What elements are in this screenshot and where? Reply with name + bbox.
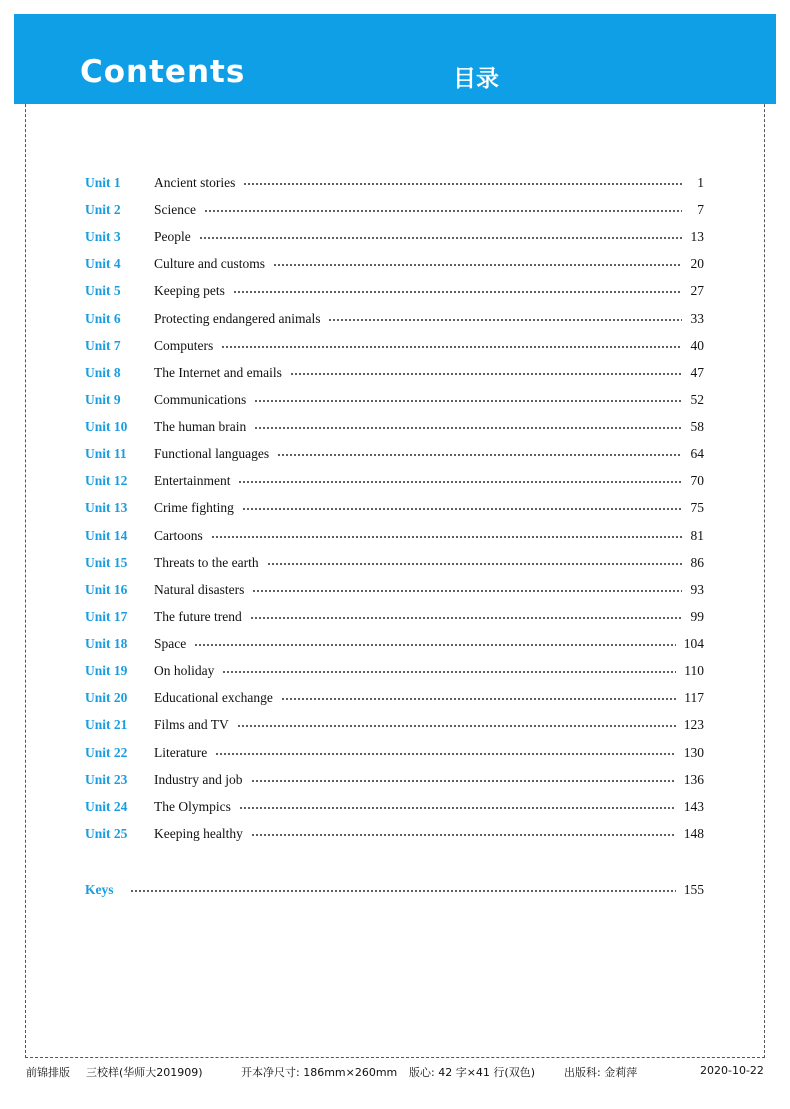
toc-entry[interactable]: [85, 200, 704, 220]
unit-topic: Keeping pets: [154, 283, 225, 299]
unit-topic: Ancient stories: [154, 175, 236, 190]
toc-entry[interactable]: [85, 607, 704, 627]
page-number: 99: [690, 608, 704, 624]
unit-label: Unit 8: [85, 364, 121, 380]
dot-leader: [250, 613, 682, 623]
keys-page: 155: [683, 882, 704, 897]
dot-leader: [238, 477, 682, 487]
toc-entry[interactable]: [85, 471, 704, 491]
unit-topic: Protecting endangered animals: [154, 310, 321, 326]
toc-entry[interactable]: [85, 797, 704, 817]
page-number: 7: [697, 202, 704, 218]
toc-entry[interactable]: [85, 770, 704, 790]
unit-topic: The Internet and emails: [154, 364, 282, 380]
dot-leader: [251, 776, 676, 786]
page-number: 86: [690, 554, 704, 570]
dot-leader: [254, 396, 682, 406]
unit-label: Unit 23: [85, 771, 128, 787]
page-number: 1: [697, 175, 704, 190]
footer-proof: 三校样(华师大201909): [86, 1066, 203, 1079]
unit-topic: Computers: [154, 337, 214, 353]
dot-leader: [237, 721, 676, 731]
toc-entry[interactable]: [85, 661, 704, 681]
unit-topic: Cartoons: [154, 527, 203, 543]
toc-entry[interactable]: [85, 173, 704, 193]
unit-topic: Communications: [154, 391, 247, 407]
dot-leader: [242, 504, 682, 514]
unit-label: Unit 24: [85, 798, 128, 814]
unit-label: Unit 7: [85, 337, 121, 353]
unit-label: Unit 16: [85, 581, 128, 597]
dot-leader: [204, 206, 682, 216]
page-number: 75: [690, 500, 704, 516]
page-number: 143: [683, 798, 704, 814]
unit-topic: The human brain: [154, 419, 247, 435]
unit-label: Unit 15: [85, 554, 128, 570]
dot-leader: [267, 559, 682, 569]
page-number: 136: [683, 771, 704, 787]
page-number: 130: [683, 744, 704, 760]
dot-leader: [239, 803, 676, 813]
unit-label: Unit 20: [85, 690, 128, 706]
unit-topic: Functional languages: [154, 446, 270, 462]
toc-entry[interactable]: [85, 444, 704, 464]
unit-topic: Culture and customs: [154, 256, 265, 272]
toc-entry[interactable]: [85, 688, 704, 708]
page-number: 123: [683, 717, 704, 733]
toc-entry[interactable]: [85, 553, 704, 573]
unit-label: Unit 22: [85, 744, 128, 760]
unit-topic: Crime fighting: [154, 500, 234, 516]
dot-leader: [328, 315, 682, 325]
unit-topic: Educational exchange: [154, 690, 273, 706]
page-number: 104: [683, 636, 704, 652]
footer-date: 2020-10-22: [700, 1064, 764, 1077]
unit-label: Unit 3: [85, 229, 121, 245]
toc-entry[interactable]: [85, 580, 704, 600]
unit-label: Unit 17: [85, 608, 128, 624]
footer-trim-size: 开本净尺寸: 186mm×260mm: [241, 1066, 398, 1079]
contents-title-cn: 目录: [453, 66, 499, 92]
page-number: 81: [690, 527, 704, 543]
page-number: 148: [683, 825, 704, 841]
footer-publisher: 前锦排版: [26, 1066, 70, 1079]
page-number: 93: [690, 581, 704, 597]
contents-title: Contents: [80, 54, 246, 90]
toc-entry[interactable]: [85, 309, 704, 329]
unit-topic: On holiday: [154, 663, 215, 679]
unit-label: Unit 10: [85, 419, 128, 435]
dot-leader: [254, 423, 682, 433]
dot-leader: [199, 233, 682, 243]
footer-layout: 版心: 42 字×41 行(双色): [409, 1066, 535, 1079]
unit-topic: Threats to the earth: [154, 554, 259, 570]
unit-label: Unit 21: [85, 717, 128, 733]
unit-topic: Natural disasters: [154, 581, 245, 597]
unit-topic: Keeping healthy: [154, 825, 243, 841]
toc-entry[interactable]: [85, 390, 704, 410]
dot-leader: [252, 586, 682, 596]
print-footer: [0, 1064, 790, 1082]
dot-leader: [273, 260, 682, 270]
unit-label: Unit 9: [85, 391, 121, 407]
page-number: 47: [690, 364, 704, 380]
unit-label: Unit 4: [85, 256, 121, 272]
unit-topic: Entertainment: [154, 473, 231, 489]
unit-topic: The Olympics: [154, 798, 231, 814]
toc-entry[interactable]: [85, 634, 704, 654]
toc-entry[interactable]: [85, 498, 704, 518]
unit-label: Unit 25: [85, 825, 128, 841]
unit-label: Unit 2: [85, 202, 121, 218]
keys-label: Keys: [85, 882, 114, 897]
dot-leader: [130, 886, 676, 896]
page-number: 110: [684, 663, 704, 679]
dot-leader: [221, 342, 682, 352]
toc-entry[interactable]: [85, 363, 704, 383]
page-number: 58: [690, 419, 704, 435]
toc-entry[interactable]: [85, 526, 704, 546]
unit-topic: Science: [154, 202, 196, 218]
toc-entry[interactable]: [85, 715, 704, 735]
unit-label: Unit 13: [85, 500, 128, 516]
unit-label: Unit 1: [85, 175, 121, 190]
unit-topic: Space: [154, 636, 187, 652]
footer-department: 出版科: 金莉萍: [564, 1066, 638, 1079]
toc-entry[interactable]: [85, 824, 704, 844]
dot-leader: [211, 532, 682, 542]
page-number: 33: [690, 310, 704, 326]
dot-leader: [215, 749, 676, 759]
page-number: 117: [684, 690, 704, 706]
unit-topic: Films and TV: [154, 717, 229, 733]
dot-leader: [233, 287, 682, 297]
toc-entry[interactable]: [85, 227, 704, 247]
toc-entry[interactable]: [85, 281, 704, 301]
unit-topic: The future trend: [154, 608, 242, 624]
unit-label: Unit 19: [85, 663, 128, 679]
unit-label: Unit 5: [85, 283, 121, 299]
unit-label: Unit 6: [85, 310, 121, 326]
page-number: 64: [690, 446, 704, 462]
page-number: 70: [690, 473, 704, 489]
dot-leader: [281, 694, 676, 704]
unit-label: Unit 11: [85, 446, 127, 462]
toc-entry[interactable]: [85, 336, 704, 356]
dot-leader: [222, 667, 676, 677]
page-number: 27: [690, 283, 704, 299]
toc-entry[interactable]: [85, 417, 704, 437]
unit-topic: People: [154, 229, 191, 245]
dot-leader: [251, 830, 676, 840]
unit-label: Unit 14: [85, 527, 128, 543]
unit-topic: Literature: [154, 744, 208, 760]
dot-leader: [290, 369, 682, 379]
unit-label: Unit 18: [85, 636, 128, 652]
toc-entry[interactable]: [85, 254, 704, 274]
keys-entry[interactable]: [85, 880, 704, 900]
toc-entry[interactable]: [85, 743, 704, 763]
dot-leader: [243, 179, 682, 189]
dot-leader: [194, 640, 676, 650]
dot-leader: [277, 450, 682, 460]
page-number: 13: [690, 229, 704, 245]
page-number: 52: [690, 391, 704, 407]
unit-topic: Industry and job: [154, 771, 243, 787]
unit-label: Unit 12: [85, 473, 128, 489]
page-number: 20: [690, 256, 704, 272]
page-number: 40: [690, 337, 704, 353]
